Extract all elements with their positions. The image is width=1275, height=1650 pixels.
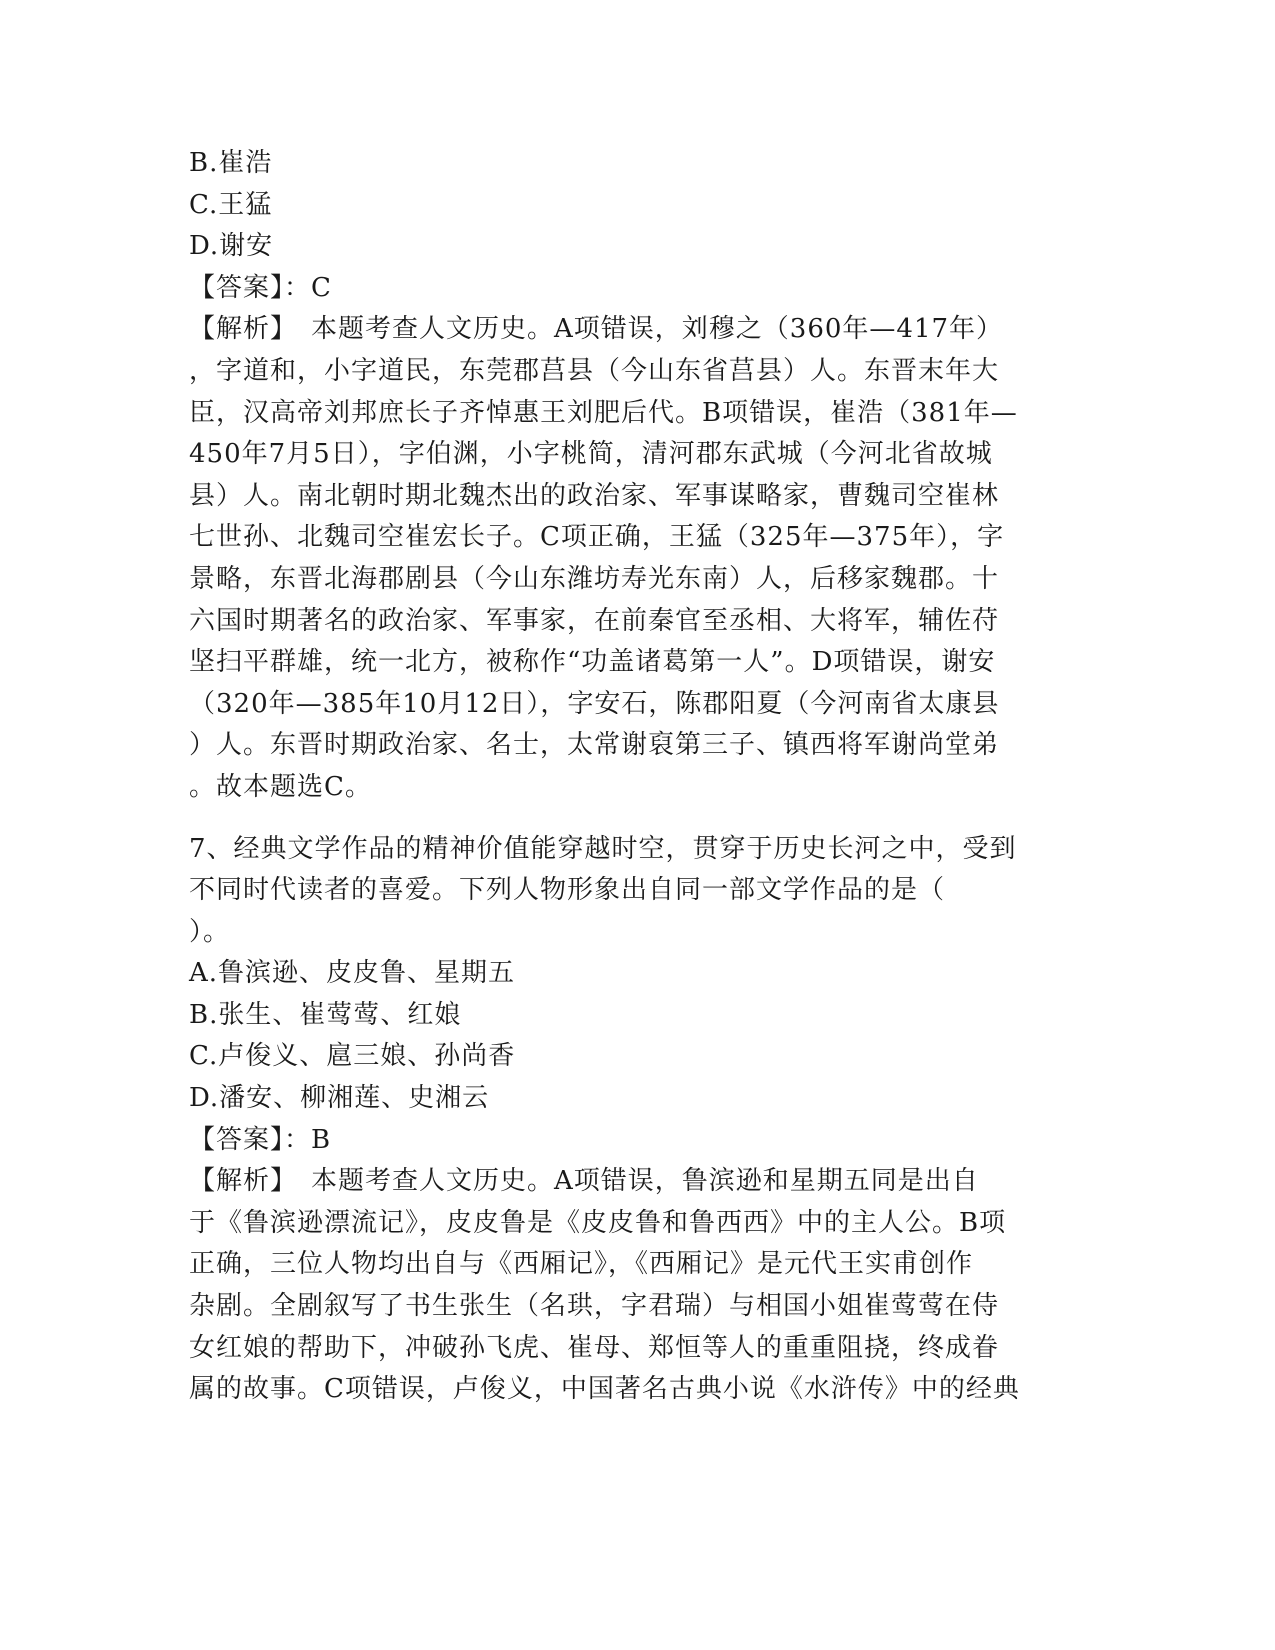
q7-stem	[189, 829, 1086, 954]
q6-answer: 【答案】：C	[189, 272, 332, 303]
q6-analysis-line: 六国时期著名的政治家、军事家，在前秦官至丞相、大将军，辅佐苻	[189, 605, 1000, 636]
q7-stem-line: ）。	[189, 916, 231, 947]
q6-analysis-line: 450年7月5日），字伯渊，小字桃简，清河郡东武城（今河北省故城	[189, 439, 993, 470]
q7-analysis	[189, 1161, 1086, 1411]
q6-option-b: B.崔浩	[189, 148, 273, 178]
q7-analysis-line: 杂剧。全剧叙写了书生张生（名珙，字君瑞）与相国小姐崔莺莺在侍	[189, 1291, 1000, 1322]
q6-analysis	[189, 309, 1086, 808]
q7-option-b: B.张生、崔莺莺、红娘	[189, 999, 462, 1030]
paragraph-gap	[189, 809, 1086, 829]
q7-answer: 【答案】：B	[189, 1124, 332, 1155]
q6-analysis-line: ，字道和，小字道民，东莞郡莒县（今山东省莒县）人。东晋末年大	[189, 355, 1000, 386]
q6-option-d: D.谢安	[189, 231, 274, 262]
q6-analysis-line: 七世孙、北魏司空崔宏长子。C项正确，王猛（325年—375年），字	[189, 522, 1005, 553]
q7-option-a: A.鲁滨逊、皮皮鲁、星期五	[189, 958, 516, 989]
q6-analysis-line: ）人。东晋时期政治家、名士，太常谢裒第三子、镇西将军谢尚堂弟	[189, 730, 1000, 761]
q6-analysis-line: 景略，东晋北海郡剧县（今山东潍坊寿光东南）人，后移家魏郡。十	[189, 563, 1000, 594]
q6-analysis-line: 坚扫平群雄，统一北方，被称作“功盖诸葛第一人”。D项错误，谢安	[189, 647, 996, 678]
q7-option-d: D.潘安、柳湘莲、史湘云	[189, 1083, 490, 1114]
q6-option-c: C.王猛	[189, 189, 273, 220]
q7-option-c: C.卢俊义、扈三娘、孙尚香	[189, 1041, 516, 1072]
q7-analysis-line: 女红娘的帮助下，冲破孙飞虎、崔母、郑恒等人的重重阻挠，终成眷	[189, 1332, 1000, 1363]
q7-stem-line: 7、经典文学作品的精神价值能穿越时空，贯穿于历史长河之中，受到	[189, 833, 1017, 864]
q6-analysis-line: 【解析】 本题考查人文历史。A项错误，刘穆之（360年—417年）	[189, 314, 1004, 345]
q7-stem-line: 不同时代读者的喜爱。下列人物形象出自同一部文学作品的是（	[189, 875, 946, 906]
q7-analysis-line: 【解析】 本题考查人文历史。A项错误，鲁滨逊和星期五同是出自	[189, 1166, 979, 1197]
q7-analysis-line: 属的故事。C项错误，卢俊义，中国著名古典小说《水浒传》中的经典	[189, 1374, 1020, 1405]
q6-analysis-line: 。故本题选C。	[189, 771, 372, 802]
page-content	[189, 143, 1086, 1411]
q7-analysis-line: 正确，三位人物均出自与《西厢记》，《西厢记》是元代王实甫创作	[189, 1249, 974, 1280]
q6-analysis-line: （320年—385年10月12日），字安石，陈郡阳夏（今河南省太康县	[189, 688, 1000, 719]
q6-analysis-line: 臣，汉高帝刘邦庶长子齐悼惠王刘肥后代。B项错误，崔浩（381年—	[189, 397, 1018, 428]
q7-analysis-line: 于《鲁滨逊漂流记》，皮皮鲁是《皮皮鲁和鲁西西》中的主人公。B项	[189, 1207, 1007, 1238]
q6-analysis-line: 县）人。南北朝时期北魏杰出的政治家、军事谋略家，曹魏司空崔林	[189, 480, 1000, 511]
